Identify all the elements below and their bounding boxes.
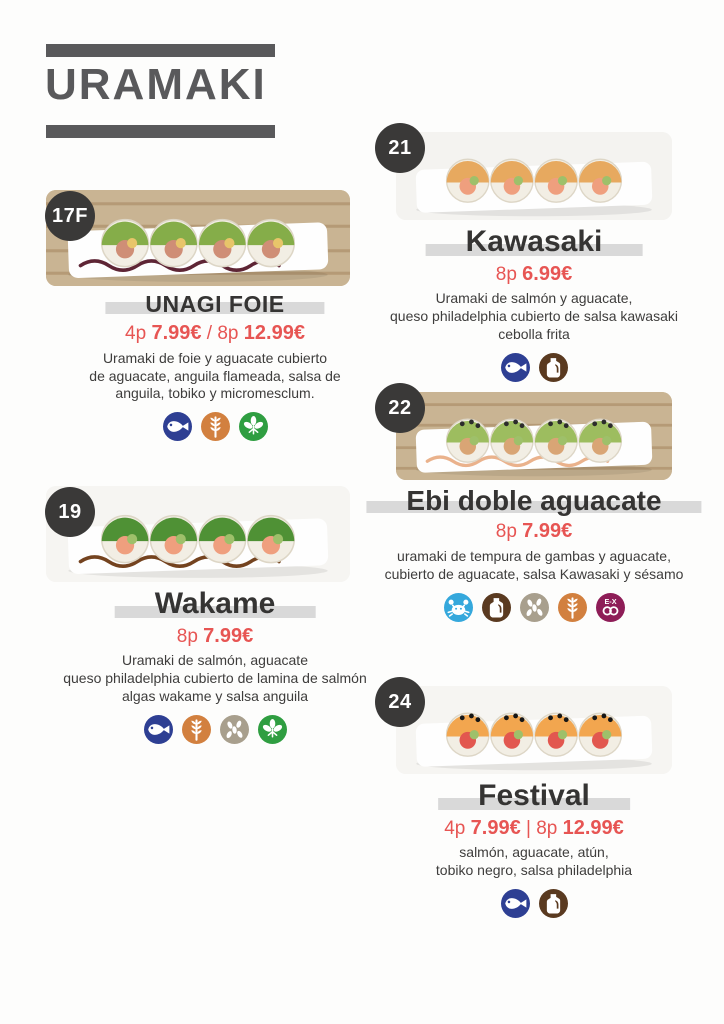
- soy-icon: [258, 715, 287, 744]
- item-price: 8p 7.99€: [495, 520, 573, 543]
- item-name: Festival: [478, 779, 590, 812]
- item-price: 8p 6.99€: [495, 262, 573, 285]
- gluten-icon: [201, 412, 230, 441]
- item-price: 4p 7.99€ / 8p 12.99€: [125, 322, 305, 344]
- item-title-block: [155, 588, 276, 620]
- menu-item: [378, 674, 690, 918]
- item-title-block: [466, 226, 603, 258]
- item-description: [20, 652, 410, 705]
- description-line: salmón, aguacate, atún,: [459, 844, 609, 861]
- dairy-icon: [482, 593, 511, 622]
- item-name: Wakame: [154, 587, 276, 620]
- menu-item: [378, 380, 690, 622]
- item-description: [378, 844, 690, 880]
- gluten-icon: [182, 715, 211, 744]
- item-name: UNAGI FOIE: [145, 291, 285, 317]
- description-line: de aguacate, anguila flameada, salsa de: [89, 367, 341, 384]
- description-line: queso philadelphia cubierto de salsa kawasaki: [390, 308, 678, 325]
- sushi-photo-art: [396, 392, 672, 480]
- dish-photo: [396, 132, 672, 220]
- item-description: [378, 290, 690, 343]
- item-number-badge: 24: [375, 677, 425, 727]
- menu-item: [20, 480, 410, 744]
- description-line: Uramaki de salmón, aguacate: [122, 652, 308, 669]
- dairy-icon: [539, 353, 568, 382]
- sesame-icon: [520, 593, 549, 622]
- item-name: Ebi doble aguacate: [406, 485, 662, 516]
- item-number-badge: 22: [375, 383, 425, 433]
- item-name: Kawasaki: [465, 225, 603, 258]
- allergen-icons: [378, 889, 690, 918]
- allergen-icons: [378, 353, 690, 382]
- sushi-photo-art: [396, 686, 672, 774]
- item-number-badge: 17F: [45, 191, 95, 241]
- crustacean-icon: [444, 593, 473, 622]
- description-line: cubierto de aguacate, salsa Kawasaki y sésamo: [384, 566, 684, 583]
- item-price: 4p 7.99€ | 8p 12.99€: [444, 816, 624, 839]
- item-price: 8p 7.99€: [176, 624, 254, 647]
- page-title: URAMAKI: [45, 60, 267, 109]
- description-line: Uramaki de salmón y aguacate,: [435, 290, 633, 307]
- description-line: Uramaki de foie y aguacate cubierto: [102, 349, 328, 366]
- menu-item: [20, 184, 410, 441]
- dish-photo: [396, 392, 672, 480]
- fish-icon: [501, 889, 530, 918]
- menu-item: [378, 120, 690, 382]
- allergen-icons: [20, 715, 410, 744]
- description-line: tobiko negro, salsa philadelphia: [435, 862, 633, 879]
- header-rule-bottom: [46, 125, 275, 138]
- item-description: [20, 350, 410, 403]
- sesame-icon: [220, 715, 249, 744]
- description-line: anguila, tobiko y micromesclum.: [115, 385, 315, 402]
- sushi-photo-art: [396, 132, 672, 220]
- description-line: uramaki de tempura de gambas y aguacate,: [397, 548, 671, 565]
- item-title-block: [478, 780, 590, 812]
- item-number-badge: 19: [45, 487, 95, 537]
- description-line: cebolla frita: [498, 325, 570, 342]
- gluten-icon: [558, 593, 587, 622]
- allergen-icons: [20, 412, 410, 441]
- svg-text:E-X: E-X: [603, 597, 617, 607]
- description-line: algas wakame y salsa anguila: [122, 687, 308, 704]
- sulfites-icon: [596, 593, 625, 622]
- item-description: [378, 548, 690, 584]
- item-title-block: [145, 292, 284, 316]
- allergen-icons: [378, 593, 690, 622]
- soy-icon: [239, 412, 268, 441]
- description-line: queso philadelphia cubierto de lamina de salmón: [63, 670, 367, 687]
- fish-icon: [144, 715, 173, 744]
- dish-photo: [396, 686, 672, 774]
- item-title-block: [406, 486, 661, 515]
- dairy-icon: [539, 889, 568, 918]
- fish-icon: [501, 353, 530, 382]
- fish-icon: [163, 412, 192, 441]
- item-number-badge: 21: [375, 123, 425, 173]
